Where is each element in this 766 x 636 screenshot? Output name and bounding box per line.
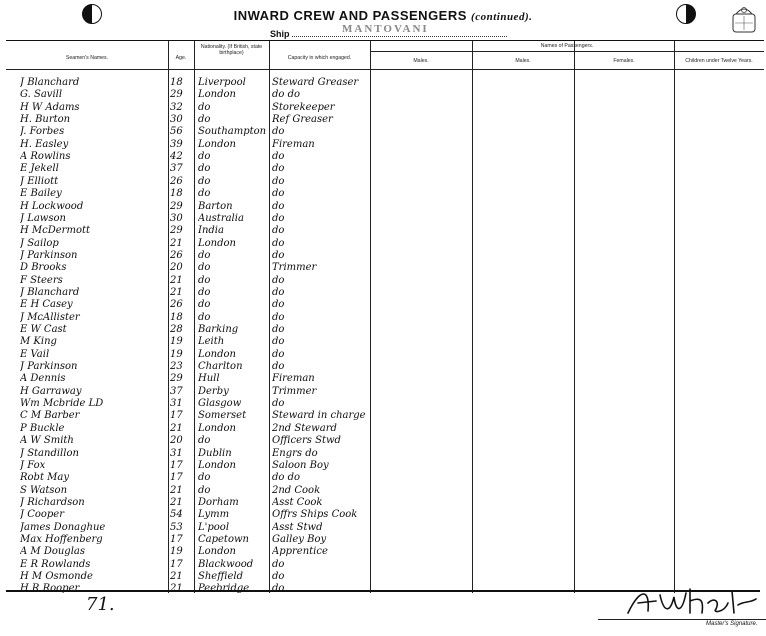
col-header-females: Females. [613, 58, 635, 64]
crew-capacity: do [272, 249, 285, 261]
crew-name: J Blanchard [20, 286, 80, 298]
crew-age: 30 [170, 114, 183, 126]
crew-capacity: 2nd Cook [272, 484, 321, 496]
crew-name: H W Adams [20, 101, 80, 113]
crew-capacity: Trimmer [272, 385, 317, 397]
crew-age: 21 [170, 571, 183, 582]
crew-capacity: do [272, 336, 285, 348]
divider-age-nat [194, 41, 195, 593]
crew-age: 20 [170, 435, 183, 447]
crew-name: J McAllister [20, 311, 80, 323]
crew-capacity: do [272, 212, 285, 224]
crew-age: 17 [170, 558, 183, 570]
col-header-passengers: Names of Passengers. [540, 43, 594, 49]
crew-name: J Lawson [20, 212, 66, 224]
crew-nationality: Glasgow [198, 398, 242, 410]
crew-age: 17 [170, 459, 183, 471]
crew-nationality: India [198, 225, 224, 237]
crew-age: 53 [170, 521, 183, 533]
crew-capacity: do [272, 361, 285, 373]
crew-name: Max Hoffenberg [20, 533, 103, 545]
crew-age: 17 [170, 533, 183, 545]
crew-capacity: Trimmer [272, 262, 317, 274]
crew-nationality: Charlton [198, 361, 243, 373]
crew-nationality: Derby [198, 385, 229, 397]
crew-age: 29 [170, 200, 183, 212]
crew-name: J Standillon [20, 447, 79, 459]
crew-age: 29 [170, 373, 183, 385]
crew-capacity: do [272, 299, 285, 311]
crew-nationality: do [198, 188, 211, 200]
crew-age: 28 [170, 324, 183, 335]
crew-name: E Vail [20, 348, 50, 360]
crew-capacity: do [272, 286, 285, 298]
col-header-males: Males. [413, 58, 429, 64]
crew-name: J Cooper [20, 509, 64, 521]
crew-nationality: Barton [198, 200, 233, 212]
col-header-males-2: Males. [515, 58, 531, 64]
ship-label: Ship [270, 29, 290, 39]
crew-capacity: Storekeeper [272, 101, 335, 113]
crew-name: E Bailey [20, 188, 62, 200]
crew-capacity: do [272, 274, 285, 286]
passenger-group-rule [370, 51, 764, 52]
crew-age: 19 [170, 546, 183, 558]
crew-table [6, 40, 764, 593]
crew-capacity: do [272, 151, 285, 163]
crew-age: 26 [170, 249, 183, 261]
ship-line [270, 23, 520, 39]
crew-capacity: do [272, 558, 285, 570]
crew-nationality: Capetown [198, 533, 249, 545]
crew-age: 31 [170, 447, 183, 459]
crew-nationality: Somerset [198, 410, 247, 422]
col-header-name: Seamen's Names. [65, 55, 109, 61]
crew-name: P Buckle [20, 422, 65, 434]
crew-age: 23 [170, 361, 183, 373]
crew-capacity: Steward in charge [272, 410, 366, 422]
master-signature [620, 583, 760, 623]
crew-name: H McDermott [20, 225, 90, 237]
crew-name: F Steers [20, 274, 63, 286]
col-header-age: Age. [175, 55, 187, 61]
crew-age: 29 [170, 225, 183, 237]
crew-nationality: L'pool [198, 521, 230, 533]
crew-name: H Garraway [20, 385, 82, 397]
crew-capacity: do [272, 175, 285, 187]
ship-name-field [292, 23, 507, 37]
crew-capacity: Offrs Ships Cook [272, 509, 358, 521]
crew-capacity: Fireman [272, 373, 315, 385]
crew-capacity: do [272, 225, 285, 237]
crew-capacity: do do [272, 89, 301, 101]
crew-capacity: Engrs do [272, 447, 318, 459]
crew-name: J. Forbes [20, 126, 65, 138]
divider-cap-males [370, 41, 371, 593]
crew-age: 30 [170, 212, 183, 224]
crew-age: 21 [170, 286, 183, 298]
crew-age: 21 [170, 422, 183, 434]
crew-nationality: do [198, 101, 211, 113]
crew-nationality: do [198, 299, 211, 311]
col-header-capacity: Capacity in which engaged. [287, 55, 352, 61]
crew-nationality: do [198, 262, 211, 274]
crew-name: J Fox [20, 459, 46, 471]
signature-line [598, 619, 766, 620]
crew-name: A M Douglas [20, 546, 85, 558]
crew-nationality: do [198, 151, 211, 163]
crew-name: G. Savill [20, 89, 63, 101]
crew-age: 32 [170, 101, 183, 113]
crew-name: D Brooks [20, 262, 67, 274]
crew-capacity: Fireman [272, 138, 315, 150]
crew-capacity: 2nd Steward [272, 422, 337, 434]
crew-capacity: do [272, 126, 285, 138]
crew-nationality: London [198, 237, 236, 249]
crew-nationality: do [198, 249, 211, 261]
page-title [0, 8, 766, 23]
col-header-nationality: Nationality. (If British, state birthplace) [200, 44, 263, 56]
crew-capacity: Ref Greaser [272, 114, 333, 126]
crew-nationality: do [198, 175, 211, 187]
crew-name: James Donaghue [20, 521, 106, 533]
crew-nationality: do [198, 163, 211, 175]
crew-nationality: Liverpool [198, 77, 246, 88]
crew-age: 17 [170, 472, 183, 484]
crew-nationality: Peebridge [198, 583, 250, 595]
crew-name: E Jekell [20, 163, 59, 175]
crew-capacity: Galley Boy [272, 533, 327, 545]
crew-age: 18 [170, 77, 183, 88]
crew-nationality: London [198, 89, 236, 101]
crew-name: J Elliott [20, 175, 59, 187]
crew-age: 21 [170, 237, 183, 249]
crew-capacity: do [272, 571, 285, 582]
crew-nationality: London [198, 459, 236, 471]
crew-capacity: do [272, 398, 285, 410]
crew-name: A Rowlins [20, 151, 71, 163]
ship-name: MANTOVANI [342, 23, 429, 35]
crew-nationality: London [198, 138, 236, 150]
crew-name: J Richardson [20, 496, 85, 508]
title-text: INWARD CREW AND PASSENGERS [233, 8, 467, 23]
crew-capacity: do do [272, 472, 301, 484]
divider-males-females [574, 41, 575, 593]
crew-capacity: Apprentice [272, 546, 328, 558]
crew-age: 17 [170, 410, 183, 422]
crew-capacity: Steward Greaser [272, 77, 359, 88]
crew-nationality: do [198, 472, 211, 484]
crew-nationality: Sheffield [198, 571, 244, 582]
crew-age: 56 [170, 126, 183, 138]
crew-name: H R Rooper [20, 583, 80, 595]
crew-age: 42 [170, 151, 183, 163]
crew-nationality: Leith [198, 336, 225, 348]
crew-capacity: do [272, 583, 285, 595]
crew-age: 29 [170, 89, 183, 101]
crew-name: E R Rowlands [20, 558, 91, 570]
crew-nationality: London [198, 546, 236, 558]
crew-nationality: Lymm [198, 509, 230, 521]
crew-nationality: do [198, 114, 211, 126]
crew-nationality: Dorham [198, 496, 239, 508]
crew-name: H. Easley [20, 138, 69, 150]
crew-name: J Sailop [20, 237, 59, 249]
crew-nationality: London [198, 348, 236, 360]
crew-nationality: Blackwood [198, 558, 254, 570]
crew-age: 18 [170, 311, 183, 323]
signature-label: Master's Signature. [706, 621, 758, 627]
crew-age: 37 [170, 163, 183, 175]
crew-age: 21 [170, 274, 183, 286]
crew-name: A Dennis [20, 373, 66, 385]
crew-capacity: Asst Cook [272, 496, 323, 508]
crew-age: 39 [170, 138, 183, 150]
crew-capacity: do [272, 188, 285, 200]
crew-capacity: do [272, 348, 285, 360]
crew-age: 31 [170, 398, 183, 410]
crew-age: 19 [170, 348, 183, 360]
crew-name: E H Casey [20, 299, 73, 311]
crew-name: S Watson [20, 484, 68, 496]
crew-name: A W Smith [20, 435, 74, 447]
crew-capacity: do [272, 324, 285, 335]
crew-name: Wm Mcbride LD [20, 398, 104, 410]
divider-nat-cap [269, 41, 270, 593]
crew-nationality: Dublin [198, 447, 232, 459]
header-bottom-rule [6, 69, 764, 70]
divider-females-children [674, 41, 675, 593]
crew-capacity: do [272, 200, 285, 212]
crew-name: J Parkinson [20, 361, 78, 373]
crew-capacity: Officers Stwd [272, 435, 341, 447]
crew-age: 18 [170, 188, 183, 200]
crew-age: 26 [170, 175, 183, 187]
crew-age: 54 [170, 509, 183, 521]
crew-nationality: do [198, 274, 211, 286]
crew-age: 26 [170, 299, 183, 311]
crew-name: Robt May [20, 472, 69, 484]
crew-age: 21 [170, 583, 183, 595]
col-header-children: Children under Twelve Years. [685, 58, 753, 64]
crew-name: C M Barber [20, 410, 80, 422]
crew-name: H. Burton [20, 114, 71, 126]
crew-nationality: do [198, 435, 211, 447]
divider-name-age [168, 41, 169, 593]
crew-age: 21 [170, 496, 183, 508]
crew-name: J Blanchard [20, 77, 80, 88]
crew-nationality: do [198, 311, 211, 323]
crew-capacity: do [272, 163, 285, 175]
crew-name: H M Osmonde [20, 571, 93, 582]
crew-age: 37 [170, 385, 183, 397]
crew-nationality: London [198, 422, 236, 434]
crew-age: 20 [170, 262, 183, 274]
crew-age: 21 [170, 484, 183, 496]
crew-name: E W Cast [20, 324, 67, 335]
crew-capacity: do [272, 237, 285, 249]
divider-males-males [472, 41, 473, 593]
crew-nationality: do [198, 484, 211, 496]
crew-capacity: Asst Stwd [272, 521, 323, 533]
crew-nationality: Australia [198, 212, 244, 224]
page-initials: 71. [86, 594, 115, 615]
crew-name: H Lockwood [20, 200, 84, 212]
crew-name: J Parkinson [20, 249, 78, 261]
crew-capacity: Saloon Boy [272, 459, 329, 471]
crew-nationality: Southampton [198, 126, 267, 138]
crew-nationality: Barking [198, 324, 239, 335]
crew-name: M King [20, 336, 57, 348]
title-continued: (continued). [471, 11, 533, 23]
crew-capacity: do [272, 311, 285, 323]
crew-age: 19 [170, 336, 183, 348]
crew-nationality: Hull [198, 373, 220, 385]
crew-nationality: do [198, 286, 211, 298]
